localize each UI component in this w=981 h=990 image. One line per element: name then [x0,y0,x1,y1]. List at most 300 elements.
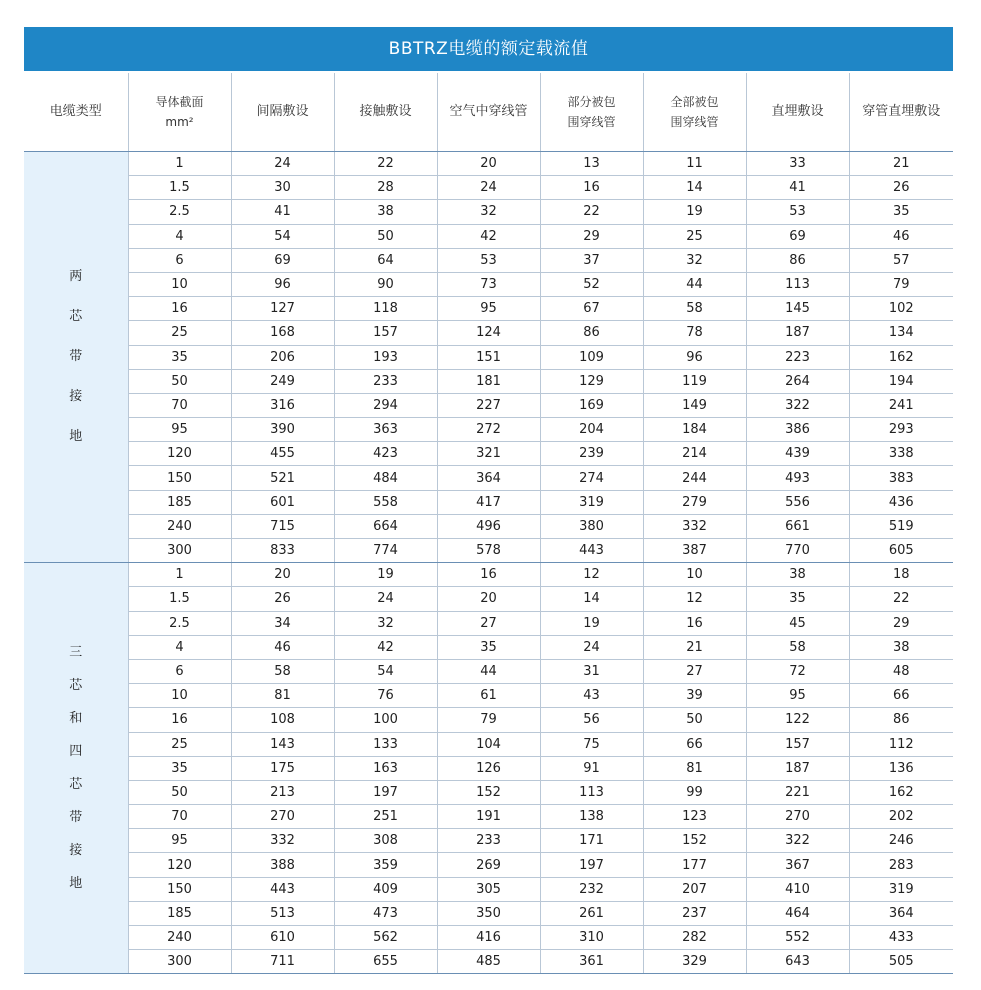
rating-cell: 213 [231,780,334,804]
rating-cell: 33 [746,152,849,176]
header-touching-laying: 接触敷设 [334,73,437,152]
rating-cell: 249 [231,369,334,393]
header-partial-line2: 围穿线管 [567,115,616,129]
rating-cell: 409 [334,877,437,901]
table-row [24,684,953,708]
rating-cell: 496 [437,514,540,538]
rating-cell: 58 [231,659,334,683]
rating-cell: 53 [746,200,849,224]
rating-cell: 610 [231,926,334,950]
section-cell: 300 [128,950,231,974]
rating-cell: 187 [746,756,849,780]
table-title: BBTRZ电缆的额定载流值 [24,27,953,71]
rating-cell: 711 [231,950,334,974]
rating-cell: 233 [334,369,437,393]
rating-cell: 133 [334,732,437,756]
rating-cell: 58 [643,297,746,321]
rating-cell: 558 [334,490,437,514]
rating-cell: 96 [231,272,334,296]
rating-cell: 513 [231,901,334,925]
table-row [24,563,953,587]
rating-cell: 380 [540,514,643,538]
rating-cell: 774 [334,539,437,563]
rating-cell: 655 [334,950,437,974]
current-rating-table [24,73,953,974]
rating-cell: 69 [746,224,849,248]
rating-cell: 72 [746,659,849,683]
rating-cell: 136 [849,756,953,780]
rating-cell: 493 [746,466,849,490]
rating-cell: 26 [231,587,334,611]
rating-cell: 20 [437,587,540,611]
rating-cell: 22 [849,587,953,611]
rating-cell: 73 [437,272,540,296]
rating-cell: 157 [746,732,849,756]
rating-cell: 10 [643,563,746,587]
rating-cell: 35 [746,587,849,611]
section-cell: 120 [128,442,231,466]
rating-cell: 46 [231,635,334,659]
rating-cell: 556 [746,490,849,514]
section-cell: 50 [128,780,231,804]
rating-cell: 112 [849,732,953,756]
header-full-line2: 围穿线管 [670,115,719,129]
rating-cell: 67 [540,297,643,321]
rating-cell: 26 [849,176,953,200]
rating-cell: 191 [437,805,540,829]
rating-cell: 18 [849,563,953,587]
rating-cell: 57 [849,248,953,272]
rating-cell: 308 [334,829,437,853]
section-cell: 150 [128,466,231,490]
rating-cell: 171 [540,829,643,853]
rating-cell: 32 [643,248,746,272]
table-row [24,901,953,925]
rating-cell: 237 [643,901,746,925]
rating-cell: 197 [540,853,643,877]
rating-cell: 32 [334,611,437,635]
rating-cell: 246 [849,829,953,853]
rating-cell: 41 [231,200,334,224]
rating-cell: 129 [540,369,643,393]
rating-cell: 169 [540,393,643,417]
cable-type-char: 芯 [69,309,83,325]
rating-cell: 54 [231,224,334,248]
rating-cell: 350 [437,901,540,925]
cable-type-char: 四 [69,744,83,760]
rating-cell: 61 [437,684,540,708]
rating-cell: 78 [643,321,746,345]
rating-cell: 316 [231,393,334,417]
rating-cell: 521 [231,466,334,490]
rating-cell: 279 [643,490,746,514]
rating-cell: 134 [849,321,953,345]
table-row [24,732,953,756]
rating-cell: 505 [849,950,953,974]
rating-cell: 239 [540,442,643,466]
rating-cell: 383 [849,466,953,490]
rating-cell: 270 [231,805,334,829]
rating-cell: 181 [437,369,540,393]
rating-cell: 95 [746,684,849,708]
rating-cell: 387 [643,539,746,563]
rating-cell: 321 [437,442,540,466]
rating-cell: 151 [437,345,540,369]
rating-cell: 30 [231,176,334,200]
rating-cell: 81 [643,756,746,780]
rating-cell: 145 [746,297,849,321]
rating-cell: 386 [746,418,849,442]
rating-cell: 283 [849,853,953,877]
section-cell: 95 [128,829,231,853]
rating-cell: 643 [746,950,849,974]
rating-cell: 126 [437,756,540,780]
rating-cell: 168 [231,321,334,345]
table-row [24,321,953,345]
rating-cell: 361 [540,950,643,974]
table-row [24,369,953,393]
rating-cell: 436 [849,490,953,514]
header-conductor-section [128,73,231,152]
table-row [24,950,953,974]
rating-cell: 223 [746,345,849,369]
rating-cell: 484 [334,466,437,490]
section-cell: 35 [128,345,231,369]
rating-cell: 14 [643,176,746,200]
rating-cell: 96 [643,345,746,369]
rating-cell: 24 [540,635,643,659]
rating-cell: 14 [540,587,643,611]
header-spaced-laying: 间隔敷设 [231,73,334,152]
rating-cell: 143 [231,732,334,756]
rating-cell: 25 [643,224,746,248]
rating-cell: 319 [849,877,953,901]
header-conduit-burial: 穿管直埋敷设 [849,73,953,152]
rating-cell: 86 [849,708,953,732]
table-row [24,659,953,683]
rating-cell: 20 [437,152,540,176]
table-row [24,224,953,248]
rating-cell: 455 [231,442,334,466]
rating-cell: 43 [540,684,643,708]
rating-cell: 138 [540,805,643,829]
rating-cell: 42 [334,635,437,659]
rating-cell: 363 [334,418,437,442]
rating-cell: 19 [540,611,643,635]
rating-cell: 35 [437,635,540,659]
rating-cell: 282 [643,926,746,950]
table-row [24,248,953,272]
rating-cell: 162 [849,780,953,804]
table-row [24,805,953,829]
rating-cell: 157 [334,321,437,345]
rating-cell: 42 [437,224,540,248]
rating-cell: 322 [746,829,849,853]
table-body [24,152,953,974]
rating-cell: 52 [540,272,643,296]
rating-cell: 423 [334,442,437,466]
section-cell: 10 [128,272,231,296]
rating-cell: 332 [231,829,334,853]
rating-cell: 22 [334,152,437,176]
section-cell: 2.5 [128,611,231,635]
rating-cell: 28 [334,176,437,200]
rating-cell: 37 [540,248,643,272]
rating-cell: 124 [437,321,540,345]
rating-cell: 359 [334,853,437,877]
rating-cell: 29 [540,224,643,248]
rating-cell: 50 [643,708,746,732]
rating-cell: 21 [643,635,746,659]
rating-cell: 163 [334,756,437,780]
table-row [24,635,953,659]
table-row [24,853,953,877]
header-full-line1: 全部被包 [670,95,719,109]
rating-cell: 770 [746,539,849,563]
rating-cell: 21 [849,152,953,176]
rating-cell: 433 [849,926,953,950]
rating-cell: 227 [437,393,540,417]
rating-cell: 118 [334,297,437,321]
table-row [24,877,953,901]
rating-cell: 86 [746,248,849,272]
rating-cell: 364 [437,466,540,490]
header-section-unit: mm² [165,115,194,129]
section-cell: 70 [128,393,231,417]
section-cell: 240 [128,514,231,538]
table-row [24,418,953,442]
rating-cell: 601 [231,490,334,514]
rating-cell: 66 [849,684,953,708]
table-row [24,926,953,950]
rating-cell: 16 [437,563,540,587]
rating-cell: 122 [746,708,849,732]
header-partial-line1: 部分被包 [567,95,616,109]
rating-cell: 46 [849,224,953,248]
header-partially-enclosed [540,73,643,152]
section-cell: 2.5 [128,200,231,224]
cable-type-group-label [24,152,128,563]
rating-cell: 75 [540,732,643,756]
section-cell: 16 [128,297,231,321]
rating-cell: 187 [746,321,849,345]
rating-cell: 270 [746,805,849,829]
section-cell: 25 [128,321,231,345]
rating-cell: 207 [643,877,746,901]
table-row [24,152,953,176]
rating-cell: 44 [643,272,746,296]
rating-cell: 19 [334,563,437,587]
table-row [24,345,953,369]
rating-cell: 197 [334,780,437,804]
section-cell: 185 [128,901,231,925]
rating-cell: 605 [849,539,953,563]
rating-cell: 519 [849,514,953,538]
rating-cell: 38 [746,563,849,587]
rating-cell: 439 [746,442,849,466]
section-cell: 16 [128,708,231,732]
rating-cell: 664 [334,514,437,538]
rating-cell: 16 [540,176,643,200]
rating-cell: 13 [540,152,643,176]
cable-type-char: 接 [69,389,83,405]
rating-cell: 152 [437,780,540,804]
rating-cell: 24 [231,152,334,176]
table-row [24,708,953,732]
rating-cell: 175 [231,756,334,780]
rating-cell: 90 [334,272,437,296]
rating-cell: 53 [437,248,540,272]
section-cell: 95 [128,418,231,442]
table-row [24,442,953,466]
rating-cell: 473 [334,901,437,925]
rating-cell: 177 [643,853,746,877]
rating-cell: 364 [849,901,953,925]
rating-cell: 833 [231,539,334,563]
rating-cell: 272 [437,418,540,442]
rating-cell: 104 [437,732,540,756]
rating-cell: 12 [643,587,746,611]
table-row [24,176,953,200]
cable-type-char: 两 [69,269,83,285]
cable-type-char: 三 [69,645,83,661]
rating-cell: 11 [643,152,746,176]
table-row [24,611,953,635]
rating-cell: 19 [643,200,746,224]
rating-cell: 64 [334,248,437,272]
rating-cell: 293 [849,418,953,442]
rating-cell: 206 [231,345,334,369]
cable-type-char: 地 [69,429,83,445]
rating-cell: 109 [540,345,643,369]
cable-type-char: 地 [69,876,83,892]
rating-cell: 20 [231,563,334,587]
rating-cell: 214 [643,442,746,466]
rating-cell: 32 [437,200,540,224]
section-cell: 50 [128,369,231,393]
rating-cell: 221 [746,780,849,804]
rating-cell: 410 [746,877,849,901]
rating-cell: 127 [231,297,334,321]
rating-cell: 305 [437,877,540,901]
rating-cell: 152 [643,829,746,853]
section-cell: 25 [128,732,231,756]
rating-cell: 310 [540,926,643,950]
section-cell: 35 [128,756,231,780]
rating-cell: 22 [540,200,643,224]
rating-cell: 113 [746,272,849,296]
rating-cell: 578 [437,539,540,563]
rating-cell: 100 [334,708,437,732]
section-cell: 120 [128,853,231,877]
rating-cell: 50 [334,224,437,248]
rating-cell: 194 [849,369,953,393]
rating-cell: 261 [540,901,643,925]
table-row [24,272,953,296]
rating-cell: 79 [849,272,953,296]
table-row [24,490,953,514]
rating-cell: 204 [540,418,643,442]
header-conduit-in-air: 空气中穿线管 [437,73,540,152]
rating-cell: 294 [334,393,437,417]
rating-cell: 390 [231,418,334,442]
rating-cell: 58 [746,635,849,659]
section-cell: 150 [128,877,231,901]
rating-cell: 251 [334,805,437,829]
rating-cell: 485 [437,950,540,974]
rating-cell: 562 [334,926,437,950]
section-cell: 6 [128,659,231,683]
rating-cell: 232 [540,877,643,901]
table-row [24,780,953,804]
rating-cell: 119 [643,369,746,393]
table-row [24,756,953,780]
rating-cell: 443 [540,539,643,563]
cable-type-char: 带 [69,810,83,826]
rating-cell: 443 [231,877,334,901]
rating-cell: 264 [746,369,849,393]
cable-type-char: 和 [69,711,83,727]
cable-type-group-label [24,563,128,974]
section-cell: 70 [128,805,231,829]
table-row [24,587,953,611]
rating-cell: 34 [231,611,334,635]
section-cell: 240 [128,926,231,950]
rating-cell: 48 [849,659,953,683]
rating-cell: 24 [437,176,540,200]
rating-cell: 12 [540,563,643,587]
table-row [24,200,953,224]
rating-cell: 416 [437,926,540,950]
rating-cell: 123 [643,805,746,829]
rating-cell: 241 [849,393,953,417]
cable-type-char: 芯 [69,777,83,793]
rating-cell: 661 [746,514,849,538]
section-cell: 1.5 [128,176,231,200]
rating-cell: 38 [334,200,437,224]
rating-cell: 24 [334,587,437,611]
section-cell: 6 [128,248,231,272]
header-direct-burial: 直埋敷设 [746,73,849,152]
rating-cell: 79 [437,708,540,732]
rating-cell: 76 [334,684,437,708]
rating-cell: 233 [437,829,540,853]
rating-cell: 244 [643,466,746,490]
cable-type-char: 接 [69,843,83,859]
rating-cell: 39 [643,684,746,708]
header-row [24,73,953,152]
section-cell: 1.5 [128,587,231,611]
rating-cell: 27 [643,659,746,683]
rating-cell: 329 [643,950,746,974]
rating-cell: 108 [231,708,334,732]
rating-cell: 113 [540,780,643,804]
rating-cell: 95 [437,297,540,321]
table-row [24,539,953,563]
rating-cell: 99 [643,780,746,804]
rating-cell: 367 [746,853,849,877]
rating-cell: 54 [334,659,437,683]
rating-cell: 27 [437,611,540,635]
rating-cell: 332 [643,514,746,538]
rating-cell: 56 [540,708,643,732]
rating-cell: 29 [849,611,953,635]
section-cell: 300 [128,539,231,563]
rating-cell: 91 [540,756,643,780]
rating-cell: 41 [746,176,849,200]
section-cell: 4 [128,224,231,248]
section-cell: 1 [128,563,231,587]
